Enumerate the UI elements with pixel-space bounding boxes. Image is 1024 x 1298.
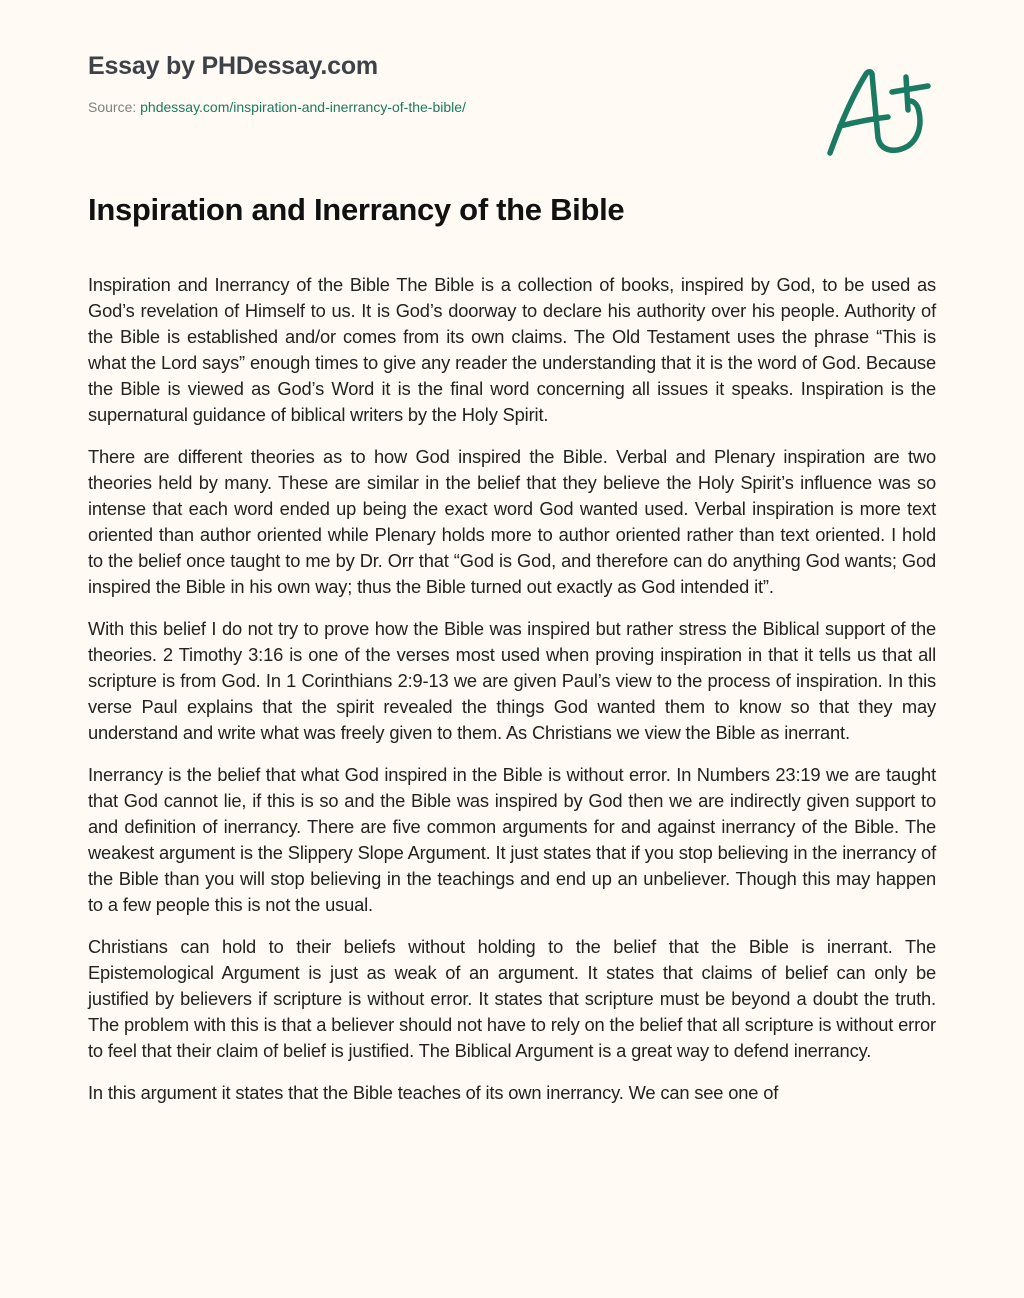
essay-paragraph: In this argument it states that the Bible teaches of its own inerrancy. We can see one of	[88, 1082, 779, 1103]
essay-paragraph: There are different theories as to how God inspired the Bible. Verbal and Plenary inspiration are two theories held by many. These are similar in the belief that they believe the Holy Spirit’s influence was so intense that each word ended up being the exact word God wanted used. Verbal inspiration is more text oriented than author oriented while Plenary holds more to author oriented rather than text oriented. I hold to the belief once taught to me by Dr. Orr that “God is God, and therefore can do anything God wants; God inspired the Bible in his own way; thus the Bible turned out exactly as God intended it”.	[88, 446, 936, 597]
source-line	[88, 98, 466, 116]
essay-paragraph: Inspiration and Inerrancy of the Bible The Bible is a collection of books, inspired by God, to be used as God’s revelation of Himself to us. It is God’s doorway to declare his authority over his people. Authority of the Bible is established and/or comes from its own claims. The Old Testament uses the phrase “This is what the Lord says” enough times to give any reader the understanding that it is the word of God. Because the Bible is viewed as God’s Word it is the final word concerning all issues it speaks. Inspiration is the supernatural guidance of biblical writers by the Holy Spirit.	[88, 274, 936, 425]
essay-paragraph: Inerrancy is the belief that what God inspired in the Bible is without error. In Numbers 23:19 we are taught that God cannot lie, if this is so and the Bible was inspired by God then we are indirectly given support to and definition of inerrancy. There are five common arguments for and against inerrancy of the Bible. The weakest argument is the Slippery Slope Argument. It just states that if you stop believing in the inerrancy of the Bible than you will stop believing in the teachings and end up an unbeliever. Though this may happen to a few people this is not the usual.	[88, 764, 936, 915]
essay-paragraph: With this belief I do not try to prove how the Bible was inspired but rather stress the Biblical support of the theories. 2 Timothy 3:16 is one of the verses most used when proving inspiration in that it tells us that all scripture is from God. In 1 Corinthians 2:9-13 we are given Paul’s view to the process of inspiration. In this verse Paul explains that the spirit revealed the things God wanted them to know so that they may understand and write what was freely given to them. As Christians we view the Bible as inerrant.	[88, 618, 936, 743]
source-link[interactable]: phdessay.com/inspiration-and-inerrancy-of-the-bible/	[140, 99, 466, 115]
page-title: Inspiration and Inerrancy of the Bible	[88, 192, 625, 227]
source-label: Source:	[88, 99, 141, 115]
site-header	[88, 50, 466, 116]
a-plus-grade-icon	[818, 60, 938, 165]
essay-paragraph: Christians can hold to their beliefs without holding to the belief that the Bible is inerrant. The Epistemological Argument is just as weak of an argument. It states that claims of belief can only be justified by believers if scripture is without error. It states that scripture must be beyond a doubt the truth. The problem with this is that a believer should not have to rely on the belief that all scripture is without error to feel that their claim of belief is justified. The Biblical Argument is a great way to defend inerrancy.	[88, 936, 936, 1061]
site-title: Essay by PHDessay.com	[88, 52, 378, 80]
essay-body	[88, 272, 936, 1122]
